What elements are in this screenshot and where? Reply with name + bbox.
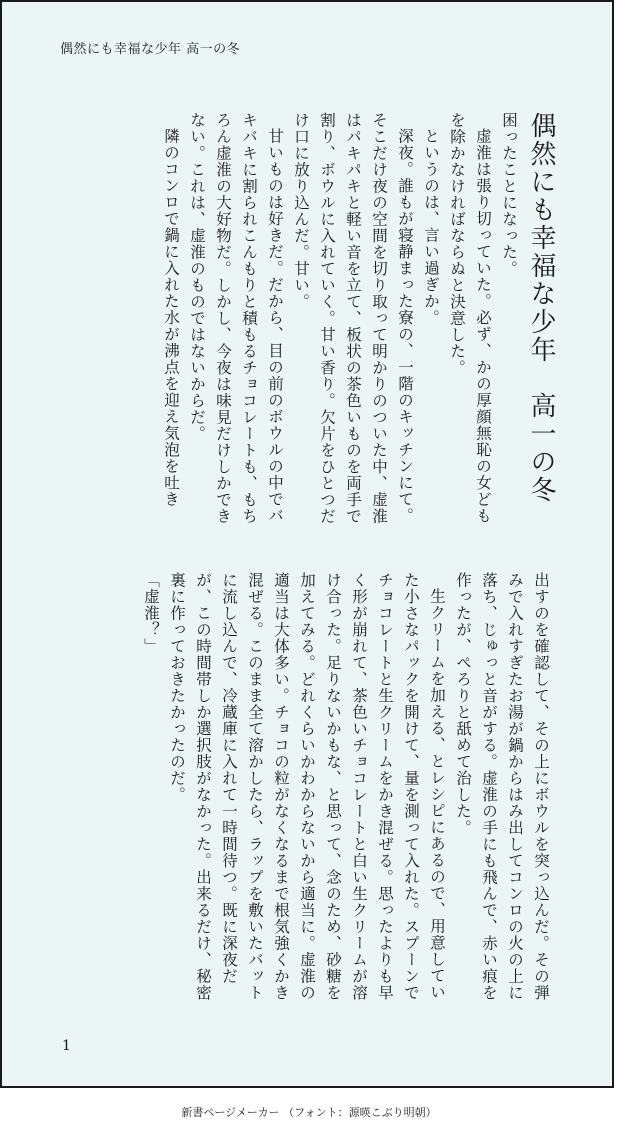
paragraph: というのは、言い過ぎか。: [422, 127, 440, 326]
footer-credit: 新書ページメーカー （フォント：源暎こぶり明朝）: [181, 1106, 437, 1119]
paragraph: 隣のコンロで鍋に入れた水が沸点を迎え気泡を吐き: [162, 127, 180, 507]
text-block-bottom: [54, 572, 554, 1012]
paragraph: 深夜。誰もが寝静まった寮の、一階のキッチンにて。そこだけ夜の空間を切り取って明かりのついた中、虚淮はパキパキと軽い音を立て、板状の茶色いものを両手で割り、ボウルに入れていく。甘い香り。欠片をひとつだけ口に放り込んだ。甘い。: [292, 112, 414, 525]
paragraph: 出すのを確認して、その上にボウルを突っ込んだ。その弾みで入れすぎたお湯が鍋からはみ出してコンロの火の上に落ち、じゅっと音がする。虚淮の手にも飛んで、赤い痕を作ったが、ぺろりと舐めて治した。: [454, 572, 550, 1001]
page-number: 1: [62, 1038, 71, 1054]
dialogue: 「虚淮？」: [142, 572, 160, 655]
paragraph: 虚淮は張り切っていた。必ず、かの厚顔無恥の女どもを除かなければならぬと決意した。: [448, 112, 492, 524]
running-header: 偶然にも幸福な少年 高一の冬: [60, 42, 241, 57]
text-block-top: [112, 112, 522, 528]
paragraph: 困ったことになった。: [500, 112, 518, 277]
paragraph: 生クリームを加える、とレシピにあるので、用意していた小さなパックを開けて、量を測って入れた。スプーンでチョコレートと生クリームをかき混ぜる。思ったよりも早く形が崩れて、茶色いチョコレートと白い生クリームが溶け合った。足りないかもな、と思って、念のため、砂糖を加えてみる。どれくらいかわからないから適当に。虚淮の適当は大体多い。チョコの粒がなくなるまで根気強くかき混ぜる。このまま全て溶かしたら、ラップを敷いたバットに流し込んで、冷蔵庫に入れて一時間待つ。既に深夜だが、この時間帯しか選択肢がなかった。出来るだけ、秘密裏に作っておきたかったのだ。: [168, 572, 446, 1001]
paragraph: 甘いものは好きだ。だから、目の前のボウルの中でバキバキに割られこんもりと積もるチョコレートも、もちろん虚淮の大好物だ。しかし、今夜は味見だけしかできない。これは、虚淮のものではないからだ。: [188, 112, 284, 525]
chapter-title: 偶然にも幸福な少年 高一の冬: [526, 112, 556, 504]
